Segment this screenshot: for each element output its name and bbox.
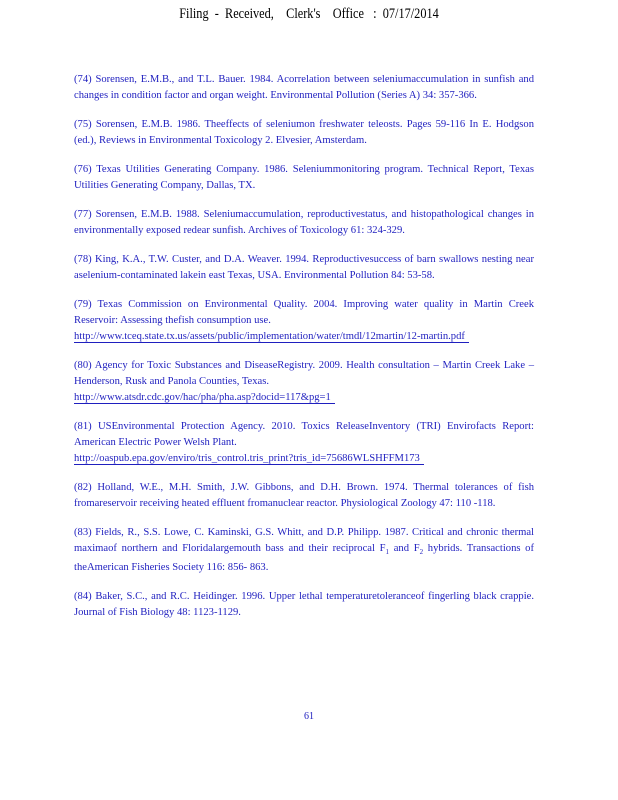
reference-79-text: (79) Texas Commission on Environmental Quality. 2004. Improving water quality in Martin Creek Reservoir: Assessing thefish consumption use. [74,299,534,326]
page-number: 61 [304,711,314,722]
reference-75: (75) Sorensen, E.M.B. 1986. Theeffects of seleniumon freshwater teleosts. Pages 59-116 In E. Hodgson (ed.), Reviews in Environmental Toxicology 2. Elvesier, Amsterdam. [74,119,534,146]
reference-82: (82) Holland, W.E., M.H. Smith, J.W. Gibbons, and D.H. Brown. 1974. Thermal tolerances of fish fromareservoir receiving heated effluent fromanuclear reactor. Physiological Zoology 47: 110 -118. [74,482,534,509]
reference-list [74,72,534,634]
reference-80-text: (80) Agency for Toxic Substances and DiseaseRegistry. 2009. Health consultation – Martin Creek Lake – Henderson, Rusk and Panola Counties, Texas. [74,360,534,387]
subscript-2: 2 [419,548,424,557]
reference-76: (76) Texas Utilities Generating Company. 1986. Seleniummonitoring program. Technical Report, Texas Utilities Generating Company, Dallas, TX. [74,164,534,191]
reference-79-link[interactable]: http://www.tceq.state.tx.us/assets/public/implementation/water/tmdl/12martin/12-martin.pdf [74,329,534,345]
filing-header: Filing - Received, Clerk's Office : 07/17/2014 [179,6,439,22]
reference-78: (78) King, K.A., T.W. Custer, and D.A. Weaver. 1994. Reproductivesuccess of barn swallows nesting near aselenium-contaminated lakein east Texas, USA. Environmental Pollution 84: 53-58. [74,254,534,281]
reference-80-link[interactable]: http://www.atsdr.cdc.gov/hac/pha/pha.asp?docid=117&pg=1 [74,390,534,406]
reference-79 [74,297,534,345]
subscript-1: 1 [385,548,390,557]
reference-81 [74,419,534,467]
reference-77: (77) Sorensen, E.M.B. 1988. Seleniumaccumulation, reproductivestatus, and histopathological changes in environmentally exposed redear sunfish. Archives of Toxicology 61: 324-329. [74,209,534,236]
reference-83-text-a: (83) Fields, R., S.S. Lowe, C. Kaminski, G.S. Whitt, and D.P. Philipp. 1987. Critical and chronic thermal maximaof northern and Floridalargemouth bass and their reciprocal F [74,527,534,554]
reference-74: (74) Sorensen, E.M.B., and T.L. Bauer. 1984. Acorrelation between seleniumaccumulation in sunfish and changes in condition factor and organ weight. Environmental Pollution (Series A) 34: 357-366. [74,74,534,101]
reference-81-text: (81) USEnvironmental Protection Agency. 2010. Toxics ReleaseInventory (TRI) Envirofacts Report: American Electric Power Welsh Plant. [74,421,534,448]
reference-81-link[interactable]: http://oaspub.epa.gov/enviro/tris_control.tris_print?tris_id=75686WLSHFFM173 [74,451,534,467]
reference-83 [74,525,534,576]
reference-83-text-b: and F [389,543,420,554]
reference-83-text-c: hybrids. Transactions of theAmerican Fisheries Society 116: 856- 863. [74,543,535,574]
reference-80 [74,358,534,406]
reference-84: (84) Baker, S.C., and R.C. Heidinger. 1996. Upper lethal temperaturetoleranceof fingerling black crappie. Journal of Fish Biology 48: 1123-1129. [74,591,534,619]
